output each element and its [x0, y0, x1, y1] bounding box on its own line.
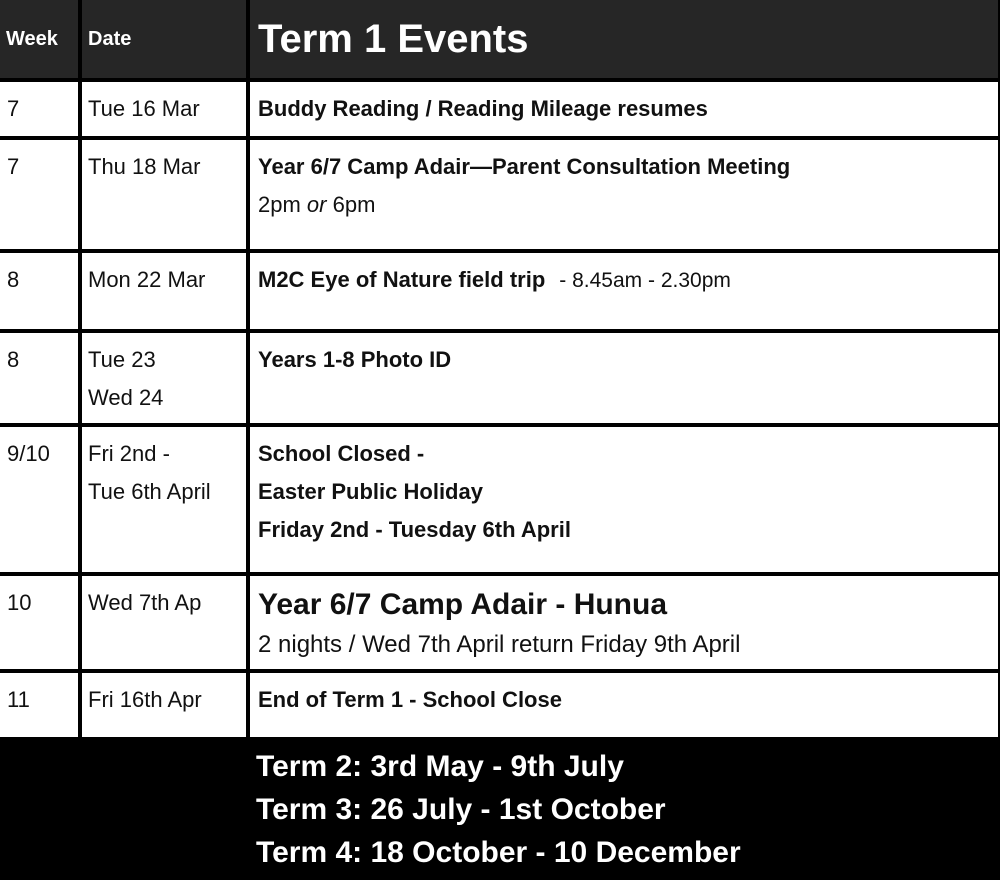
date-column-header: Date: [82, 0, 246, 78]
event-detail-part: 6pm: [326, 192, 376, 217]
event-title: Year 6/7 Camp Adair—Parent Consultation Meeting: [258, 154, 791, 179]
term-dates-line: Term 2: 3rd May - 9th July: [256, 750, 624, 783]
date-cell: [82, 576, 246, 669]
event-detail: 2 nights / Wed 7th April return Friday 9th April: [258, 631, 741, 658]
date-line: Mon 22 Mar: [88, 267, 206, 292]
date-cell: [82, 427, 246, 572]
event-title: Years 1-8 Photo ID: [258, 347, 452, 372]
term-dates-line: Term 4: 18 October - 10 December: [256, 836, 741, 869]
date-line: Tue 16 Mar: [88, 96, 200, 121]
week-cell: 11: [0, 673, 78, 737]
event-detail-emphasis: or: [306, 192, 327, 217]
week-cell: 7: [0, 140, 78, 249]
date-cell: [82, 82, 246, 136]
term-dates-list: [256, 745, 741, 874]
event-title: M2C Eye of Nature field trip: [258, 267, 546, 292]
term-dates-line: Term 3: 26 July - 1st October: [256, 793, 666, 826]
date-line: Tue 23: [88, 347, 156, 372]
event-cell: [250, 333, 998, 423]
date-line: Tue 6th April: [88, 479, 211, 504]
date-line: Thu 18 Mar: [88, 154, 201, 179]
event-line: Friday 2nd - Tuesday 6th April: [258, 517, 571, 542]
event-title: Buddy Reading / Reading Mileage resumes: [258, 96, 708, 121]
event-cell: [250, 82, 998, 136]
event-detail: [258, 186, 992, 224]
event-cell: [250, 253, 998, 329]
term-dates-footer: [0, 737, 1000, 880]
event-cell: [250, 427, 998, 572]
event-line: [258, 261, 992, 300]
week-cell: 8: [0, 253, 78, 329]
event-detail-part: 2pm: [258, 192, 307, 217]
week-cell: 9/10: [0, 427, 78, 572]
event-cell: [250, 140, 998, 249]
date-line: Fri 2nd -: [88, 441, 170, 466]
event-title: Year 6/7 Camp Adair - Hunua: [258, 588, 668, 621]
week-column-header: Week: [0, 0, 78, 78]
event-cell: [250, 576, 998, 669]
date-cell: [82, 140, 246, 249]
event-title: End of Term 1 - School Close: [258, 687, 562, 712]
event-cell: [250, 673, 998, 737]
event-line: Easter Public Holiday: [258, 479, 483, 504]
date-line: Wed 7th Ap: [88, 590, 202, 615]
date-cell: [82, 253, 246, 329]
page-title: Term 1 Events: [250, 0, 998, 78]
date-line: Wed 24: [88, 385, 164, 410]
event-line: School Closed -: [258, 441, 425, 466]
date-cell: [82, 673, 246, 737]
event-time: - 8.45am - 2.30pm: [559, 269, 731, 292]
week-cell: 7: [0, 82, 78, 136]
week-cell: 10: [0, 576, 78, 669]
date-cell: [82, 333, 246, 423]
date-line: Fri 16th Apr: [88, 687, 202, 712]
week-cell: 8: [0, 333, 78, 423]
